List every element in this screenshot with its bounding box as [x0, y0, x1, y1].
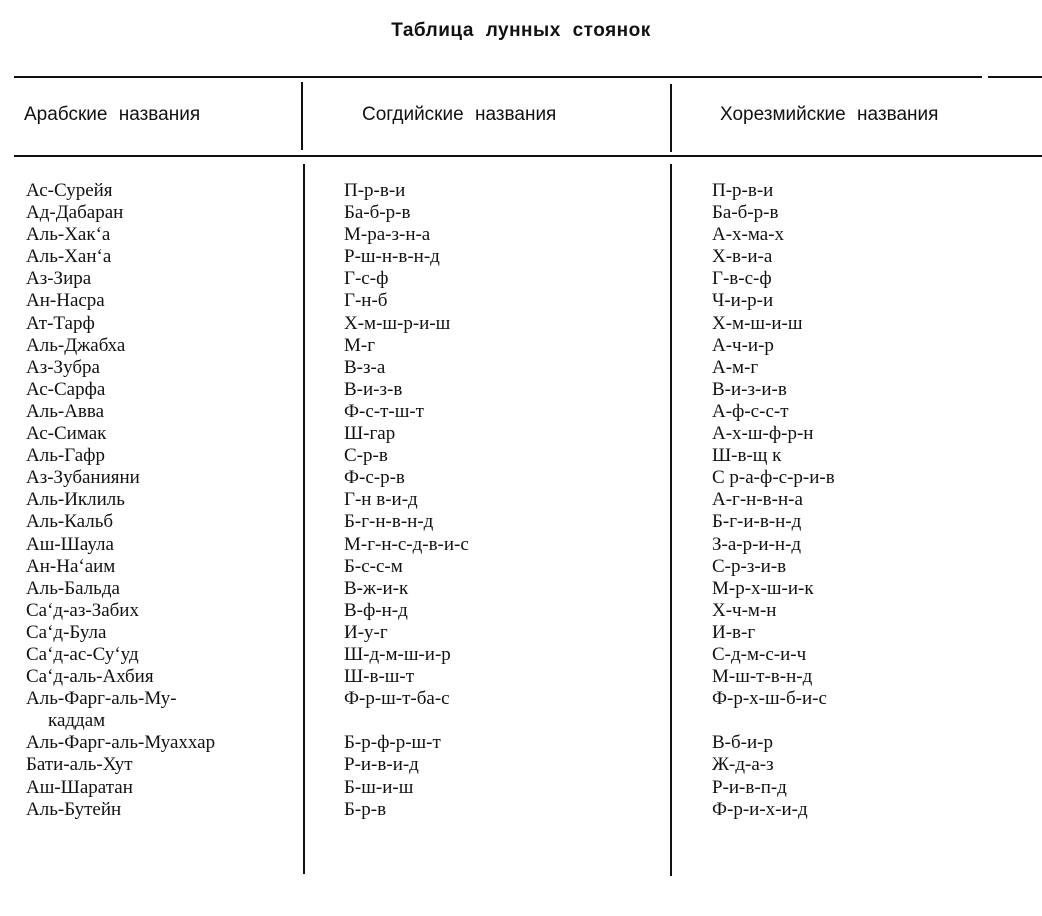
table-cell-sogdian: [344, 379, 469, 401]
table-cell-arabic: [26, 777, 215, 799]
khwarezmian-name: М-ш-т-в-н-д: [712, 666, 813, 688]
sogdian-name: Х-м-ш-р-и-ш: [344, 312, 451, 334]
table-cell-khwarezmian: [712, 357, 835, 379]
table-cell-sogdian: [344, 578, 469, 600]
table-cell-sogdian: [344, 600, 469, 622]
table-cell-arabic: [26, 246, 215, 268]
arabic-name: Аль-Хан‘а: [26, 246, 112, 268]
arabic-name: Аз-Зира: [26, 268, 92, 290]
sogdian-name: Р-и-в-и-д: [344, 754, 419, 776]
table-cell-khwarezmian: [712, 688, 835, 732]
arabic-name: Аль-Авва: [26, 400, 105, 422]
table-cell-arabic: [26, 467, 215, 489]
table-cell-arabic: [26, 511, 215, 533]
table-cell-arabic: [26, 180, 215, 202]
table-cell-arabic: [26, 379, 215, 401]
table-cell-khwarezmian: [712, 180, 835, 202]
table-cell-khwarezmian: [712, 445, 835, 467]
table-cell-khwarezmian: [712, 313, 835, 335]
sogdian-name: М-г: [344, 334, 376, 356]
table-top-rule-end: [988, 76, 1042, 78]
table-cell-sogdian: [344, 622, 469, 644]
column-khwarezmian: [712, 180, 835, 821]
table-cell-sogdian: [344, 268, 469, 290]
khwarezmian-name: С р-а-ф-с-р-и-в: [712, 467, 835, 489]
table-cell-sogdian: [344, 467, 469, 489]
sogdian-name: Ба-б-р-в: [344, 202, 411, 224]
khwarezmian-name: М-р-х-ш-и-к: [712, 577, 814, 599]
arabic-name: Са‘д-Була: [26, 621, 107, 643]
column-divider-1: [303, 164, 305, 874]
table-cell-khwarezmian: [712, 644, 835, 666]
arabic-name-continuation: каддам: [48, 710, 106, 732]
khwarezmian-name: А-г-н-в-н-а: [712, 489, 803, 511]
table-cell-sogdian: [344, 401, 469, 423]
column-arabic: [26, 180, 215, 821]
khwarezmian-name: С-д-м-с-и-ч: [712, 643, 807, 665]
khwarezmian-name: Ж-д-а-з: [712, 754, 774, 776]
sogdian-name: Б-ш-и-ш: [344, 776, 414, 798]
arabic-name: Аль-Хак‘а: [26, 224, 111, 246]
khwarezmian-name: А-ф-с-с-т: [712, 400, 789, 422]
table-cell-khwarezmian: [712, 622, 835, 644]
table-cell-sogdian: [344, 423, 469, 445]
arabic-name: Ас-Сарфа: [26, 378, 106, 400]
table-cell-khwarezmian: [712, 511, 835, 533]
table-cell-khwarezmian: [712, 379, 835, 401]
table-cell-sogdian: [344, 688, 469, 732]
sogdian-name: В-и-з-в: [344, 378, 403, 400]
sogdian-name: Г-с-ф: [344, 268, 389, 290]
table-cell-khwarezmian: [712, 754, 835, 776]
column-divider-1-header: [301, 82, 303, 150]
khwarezmian-name: В-б-и-р: [712, 732, 773, 754]
sogdian-name: Г-н-б: [344, 290, 388, 312]
table-cell-arabic: [26, 534, 215, 556]
arabic-name: Аль-Гафр: [26, 445, 105, 467]
arabic-name: Аль-Кальб: [26, 511, 114, 533]
table-cell-arabic: [26, 290, 215, 312]
arabic-name: Ас-Сурейя: [26, 180, 113, 201]
arabic-name: Аль-Иклиль: [26, 489, 125, 511]
table-cell-khwarezmian: [712, 777, 835, 799]
khwarezmian-name: Х-м-ш-и-ш: [712, 312, 803, 334]
arabic-name: Аз-Зубанияни: [26, 467, 140, 489]
sogdian-name: В-з-а: [344, 356, 386, 378]
arabic-name: Аль-Фарг-аль-Му-: [26, 688, 177, 710]
table-cell-sogdian: [344, 799, 469, 821]
table-cell-arabic: [26, 489, 215, 511]
table-top-rule: [14, 76, 982, 78]
sogdian-name: М-г-н-с-д-в-и-с: [344, 533, 469, 555]
table-cell-arabic: [26, 644, 215, 666]
table-cell-khwarezmian: [712, 401, 835, 423]
sogdian-name: В-ф-н-д: [344, 599, 408, 621]
table-cell-sogdian: [344, 180, 469, 202]
table-cell-arabic: [26, 401, 215, 423]
arabic-name: Аль-Бальда: [26, 577, 120, 599]
sogdian-name: П-р-в-и: [344, 180, 406, 201]
table-cell-sogdian: [344, 534, 469, 556]
table-cell-khwarezmian: [712, 556, 835, 578]
sogdian-name: Ш-в-ш-т: [344, 666, 415, 688]
arabic-name: Са‘д-аль-Ахбия: [26, 666, 154, 688]
table-cell-sogdian: [344, 777, 469, 799]
sogdian-name: Б-г-н-в-н-д: [344, 511, 434, 533]
table-cell-arabic: [26, 799, 215, 821]
table-cell-sogdian: [344, 290, 469, 312]
column-divider-2: [670, 164, 672, 876]
table-cell-sogdian: [344, 335, 469, 357]
khwarezmian-name: И-в-г: [712, 621, 756, 643]
arabic-name: Ан-На‘аим: [26, 555, 116, 577]
arabic-name: Ан-Насра: [26, 290, 105, 312]
table-cell-arabic: [26, 335, 215, 357]
table-header-rule: [14, 155, 1042, 157]
sogdian-name: Г-н в-и-д: [344, 489, 418, 511]
table-cell-khwarezmian: [712, 666, 835, 688]
table-cell-sogdian: [344, 224, 469, 246]
sogdian-name: Ф-р-ш-т-ба-с: [344, 688, 450, 710]
header-arabic-names: Арабские названия: [24, 104, 201, 125]
arabic-name: Са‘д-аз-Забих: [26, 599, 139, 621]
khwarezmian-name: П-р-в-и: [712, 180, 774, 201]
table-cell-arabic: [26, 754, 215, 776]
khwarezmian-name: З-а-р-и-н-д: [712, 533, 802, 555]
table-cell-arabic: [26, 423, 215, 445]
khwarezmian-name: А-м-г: [712, 356, 759, 378]
table-cell-arabic: [26, 313, 215, 335]
khwarezmian-name: Ба-б-р-в: [712, 202, 779, 224]
arabic-name: Аль-Бутейн: [26, 798, 122, 820]
table-cell-khwarezmian: [712, 202, 835, 224]
table-cell-sogdian: [344, 246, 469, 268]
khwarezmian-name: Г-в-с-ф: [712, 268, 772, 290]
table-cell-khwarezmian: [712, 423, 835, 445]
arabic-name: Аль-Фарг-аль-Муаххар: [26, 732, 216, 754]
khwarezmian-name: Р-и-в-п-д: [712, 776, 787, 798]
table-cell-sogdian: [344, 511, 469, 533]
table-cell-khwarezmian: [712, 268, 835, 290]
table-cell-arabic: [26, 666, 215, 688]
table-cell-khwarezmian: [712, 732, 835, 754]
sogdian-name: Б-р-в: [344, 798, 387, 820]
table-cell-sogdian: [344, 754, 469, 776]
khwarezmian-name: Ф-р-х-ш-б-и-с: [712, 688, 827, 710]
table-cell-khwarezmian: [712, 534, 835, 556]
khwarezmian-name: А-х-ш-ф-р-н: [712, 423, 814, 445]
table-cell-khwarezmian: [712, 224, 835, 246]
table-cell-sogdian: [344, 445, 469, 467]
khwarezmian-name: Х-в-и-а: [712, 246, 773, 268]
khwarezmian-name: Ш-в-щ к: [712, 445, 782, 467]
table-cell-sogdian: [344, 556, 469, 578]
arabic-name: Аш-Шаула: [26, 533, 114, 555]
table-cell-arabic: [26, 732, 215, 754]
arabic-name: Аль-Джабха: [26, 334, 126, 356]
table-cell-arabic: [26, 268, 215, 290]
sogdian-name: Р-ш-н-в-н-д: [344, 246, 440, 268]
table-cell-arabic: [26, 202, 215, 224]
table-cell-khwarezmian: [712, 335, 835, 357]
arabic-name: Аш-Шаратан: [26, 776, 133, 798]
table-cell-sogdian: [344, 202, 469, 224]
table-cell-khwarezmian: [712, 799, 835, 821]
table-cell-arabic: [26, 622, 215, 644]
sogdian-name: М-ра-з-н-а: [344, 224, 431, 246]
table-cell-sogdian: [344, 666, 469, 688]
khwarezmian-name: А-ч-и-р: [712, 334, 774, 356]
sogdian-name: Б-р-ф-р-ш-т: [344, 732, 441, 754]
arabic-name: Са‘д-ас-Су‘уд: [26, 643, 139, 665]
table-cell-sogdian: [344, 313, 469, 335]
sogdian-name: Б-с-с-м: [344, 555, 403, 577]
khwarezmian-name: В-и-з-и-в: [712, 378, 787, 400]
table-cell-sogdian: [344, 357, 469, 379]
table-cell-khwarezmian: [712, 600, 835, 622]
table-cell-khwarezmian: [712, 578, 835, 600]
arabic-name: Ад-Дабаран: [26, 202, 124, 224]
khwarezmian-name: А-х-ма-х: [712, 224, 785, 246]
khwarezmian-name: Ч-и-р-и: [712, 290, 774, 312]
header-sogdian-names: Согдийские названия: [362, 104, 557, 125]
sogdian-name: Ш-гар: [344, 423, 396, 445]
khwarezmian-name: Б-г-и-в-н-д: [712, 511, 802, 533]
khwarezmian-name: Ф-р-и-х-и-д: [712, 798, 808, 820]
table-cell-arabic: [26, 600, 215, 622]
table-cell-khwarezmian: [712, 246, 835, 268]
sogdian-name: Ф-с-т-ш-т: [344, 400, 424, 422]
table-cell-arabic: [26, 224, 215, 246]
table-cell-arabic: [26, 357, 215, 379]
sogdian-name: С-р-в: [344, 445, 388, 467]
table-cell-sogdian: [344, 644, 469, 666]
table-cell-arabic: [26, 445, 215, 467]
table-cell-khwarezmian: [712, 489, 835, 511]
table-cell-arabic: [26, 556, 215, 578]
sogdian-name: Ф-с-р-в: [344, 467, 405, 489]
arabic-name: Бати-аль-Хут: [26, 754, 133, 776]
arabic-name: Аз-Зубра: [26, 356, 100, 378]
table-cell-arabic: [26, 688, 215, 732]
table-cell-sogdian: [344, 489, 469, 511]
column-sogdian: [344, 180, 469, 821]
arabic-name: Ат-Тарф: [26, 312, 95, 334]
table-cell-sogdian: [344, 732, 469, 754]
sogdian-name: И-у-г: [344, 621, 388, 643]
khwarezmian-name: С-р-з-и-в: [712, 555, 787, 577]
column-divider-2-header: [670, 84, 672, 152]
sogdian-name: В-ж-и-к: [344, 577, 409, 599]
arabic-name: Ас-Симак: [26, 423, 107, 445]
page-title: Таблица лунных стоянок: [391, 20, 651, 41]
khwarezmian-name: Х-ч-м-н: [712, 599, 777, 621]
table-cell-arabic: [26, 578, 215, 600]
header-khwarezmian-names: Хорезмийские названия: [720, 104, 939, 125]
table-cell-khwarezmian: [712, 290, 835, 312]
table-cell-khwarezmian: [712, 467, 835, 489]
sogdian-name: Ш-д-м-ш-и-р: [344, 643, 451, 665]
